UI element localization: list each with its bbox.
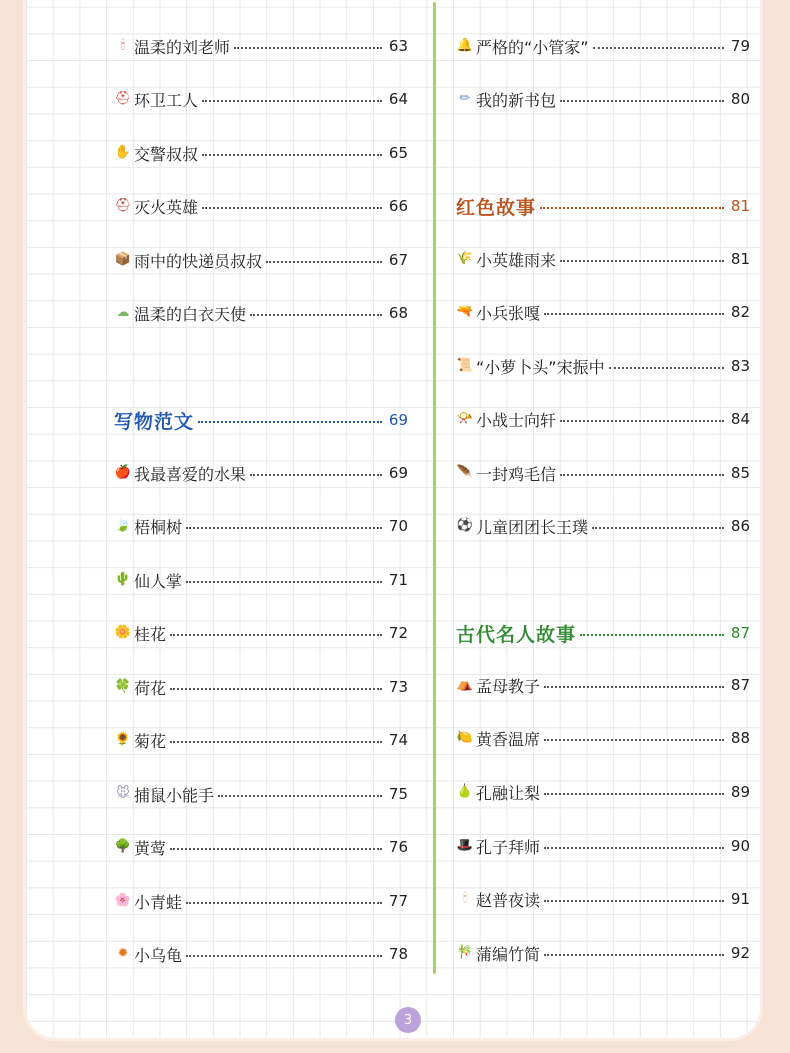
entry-title: 孔子拜师 [476,837,541,857]
entry-icon: 🍐 [456,784,474,799]
page-ref: 83 [730,357,750,375]
entry-title: 儿童团团长王璞 [476,517,589,537]
dot-leader [170,688,382,690]
toc-entry[interactable] [114,675,408,699]
dot-leader [186,955,382,957]
dot-leader [250,474,382,476]
entry-title: 孔融让梨 [476,783,541,803]
dot-leader [609,367,724,369]
page-ref: 81 [730,250,750,268]
page-ref: 74 [388,731,408,749]
dot-leader [186,581,382,583]
dot-leader [186,902,382,904]
toc-entry[interactable] [114,141,408,165]
entry-icon: ✏ [459,91,471,106]
page-ref: 85 [730,464,750,482]
dot-leader [186,527,382,529]
entry-title: 菊花 [134,731,167,751]
toc-entry[interactable] [114,889,408,913]
entry-title: 雨中的快递员叔叔 [134,251,263,271]
dot-leader [170,634,382,636]
entry-title: 蒲编竹简 [476,944,541,964]
page-ref: 81 [730,197,750,215]
dot-leader [170,741,382,743]
entry-icon: ⛑ [114,198,132,213]
entry-icon: 📯 [456,411,474,426]
entry-title: 小战士向轩 [476,410,557,430]
dot-leader [544,686,724,688]
entry-title: 荷花 [134,678,167,698]
toc-entry[interactable] [456,834,750,858]
page-ref: 90 [730,837,750,855]
page-ref: 77 [388,892,408,910]
dot-leader [544,847,724,849]
page-ref: 79 [730,37,750,55]
dot-leader [234,47,382,49]
entry-title: 赵普夜读 [476,890,541,910]
entry-title: 严格的“小管家” [476,37,589,57]
page-ref: 75 [388,785,408,803]
page-ref: 82 [730,303,750,321]
entry-icon: 🌳 [114,839,132,854]
entry-icon: 📦 [114,252,132,267]
column-divider [433,2,436,974]
entry-title: 捕鼠小能手 [134,785,215,805]
entry-icon: ✹ [117,946,129,961]
entry-icon: 🐭 [116,786,130,801]
entry-title: 黄香温席 [476,729,541,749]
page-ref: 69 [388,464,408,482]
page-ref: 73 [388,678,408,696]
entry-icon: ⛑ [114,91,132,106]
entry-title: 孟母教子 [476,676,541,696]
toc-entry[interactable] [114,87,408,111]
dot-leader [198,421,382,423]
dot-leader [560,100,724,102]
entry-icon: 🎩 [456,838,474,853]
entry-icon: 🔔 [456,38,474,53]
entry-title: “小萝卜头”宋振中 [476,357,605,377]
section-title: 红色故事 [456,196,537,219]
page-ref: 87 [730,676,750,694]
dot-leader [560,420,724,422]
toc-entry[interactable] [456,726,750,750]
page-ref: 72 [388,624,408,642]
entry-icon: ⛺ [456,677,474,692]
dot-leader [544,793,724,795]
dot-leader [218,795,382,797]
dot-leader [202,100,382,102]
toc-page [26,0,760,1038]
toc-entry[interactable] [456,354,750,378]
entry-title: 小英雄雨来 [476,250,557,270]
entry-title: 交警叔叔 [134,144,199,164]
dot-leader [170,848,382,850]
page-ref: 66 [388,197,408,215]
entry-icon: 🍋 [456,730,474,745]
toc-entry[interactable] [114,568,408,592]
entry-title: 桂花 [134,624,167,644]
dot-leader [544,954,724,956]
entry-icon: 📜 [456,358,474,373]
entry-title: 一封鸡毛信 [476,464,557,484]
toc-entry[interactable] [114,301,408,325]
toc-entry[interactable] [456,780,750,804]
toc-entry[interactable] [456,514,750,538]
dot-leader [580,634,724,636]
entry-title: 仙人掌 [134,571,183,591]
dot-leader [560,474,724,476]
page-ref: 67 [388,251,408,269]
entry-title: 我最喜爱的水果 [134,464,247,484]
dot-leader [544,900,724,902]
dot-leader [593,47,724,49]
page-ref: 65 [388,144,408,162]
page-ref: 84 [730,410,750,428]
page-ref: 71 [388,571,408,589]
toc-entry[interactable] [114,621,408,645]
dot-leader [250,314,382,316]
section-heading[interactable] [456,194,750,218]
page-ref: 86 [730,517,750,535]
toc-entry[interactable] [114,514,408,538]
entry-icon: 🌼 [114,625,132,640]
page-ref: 64 [388,90,408,108]
toc-entry[interactable] [114,194,408,218]
entry-icon: 🌵 [114,572,132,587]
page-ref: 68 [388,304,408,322]
dot-leader [202,207,382,209]
page-ref: 76 [388,838,408,856]
entry-title: 温柔的白衣天使 [134,304,247,324]
entry-title: 小乌龟 [134,945,183,965]
entry-icon: ✋ [114,145,132,160]
entry-title: 温柔的刘老师 [134,37,231,57]
toc-entry[interactable] [114,728,408,752]
entry-icon: ☁ [116,305,130,320]
entry-icon: 🎋 [456,945,474,960]
dot-leader [592,527,724,529]
toc-entry[interactable] [456,300,750,324]
toc-entry[interactable] [114,782,408,806]
entry-icon: 🕯 [463,891,467,906]
page-ref: 78 [388,945,408,963]
section-title: 写物范文 [114,410,195,433]
page-number-badge: 3 [395,1007,421,1033]
entry-icon: 🍃 [114,518,132,533]
section-heading[interactable] [114,408,408,432]
dot-leader [544,313,724,315]
toc-entry[interactable] [114,248,408,272]
dot-leader [540,207,724,209]
section-heading[interactable] [456,621,750,645]
toc-entry[interactable] [456,941,750,965]
page-ref: 87 [730,624,750,642]
entry-title: 小青蛙 [134,892,183,912]
page-ref: 92 [730,944,750,962]
toc-entry[interactable] [456,673,750,697]
dot-leader [266,261,382,263]
page-ref: 89 [730,783,750,801]
entry-title: 灭火英雄 [134,197,199,217]
entry-icon: 🌻 [114,732,132,747]
toc-entry[interactable] [114,34,408,58]
dot-leader [202,154,382,156]
dot-leader [544,739,724,741]
toc-entry[interactable] [456,407,750,431]
entry-title: 我的新书包 [476,90,557,110]
toc-entry[interactable] [114,835,408,859]
entry-title: 小兵张嘎 [476,303,541,323]
entry-icon: 🌸 [114,893,132,908]
entry-icon: ⚽ [456,518,474,533]
toc-entry[interactable] [456,87,750,111]
entry-title: 环卫工人 [134,90,199,110]
section-title: 古代名人故事 [456,623,577,646]
page-ref: 69 [388,411,408,429]
entry-icon: 🔫 [456,304,474,319]
page-ref: 88 [730,729,750,747]
toc-entry[interactable] [114,942,408,966]
toc-entry[interactable] [456,247,750,271]
entry-title: 黄莺 [134,838,167,858]
dot-leader [560,260,724,262]
page-ref: 91 [730,890,750,908]
toc-entry[interactable] [456,887,750,911]
entry-icon: 🕯 [121,38,125,53]
entry-icon: 🌾 [456,251,474,266]
page-ref: 70 [388,517,408,535]
entry-icon: 🍀 [114,679,132,694]
toc-entry[interactable] [114,461,408,485]
entry-title: 梧桐树 [134,517,183,537]
page-ref: 80 [730,90,750,108]
page-ref: 63 [388,37,408,55]
toc-entry[interactable] [456,461,750,485]
toc-entry[interactable] [456,34,750,58]
entry-icon: 🪶 [456,465,474,480]
entry-icon: 🍎 [114,465,132,480]
